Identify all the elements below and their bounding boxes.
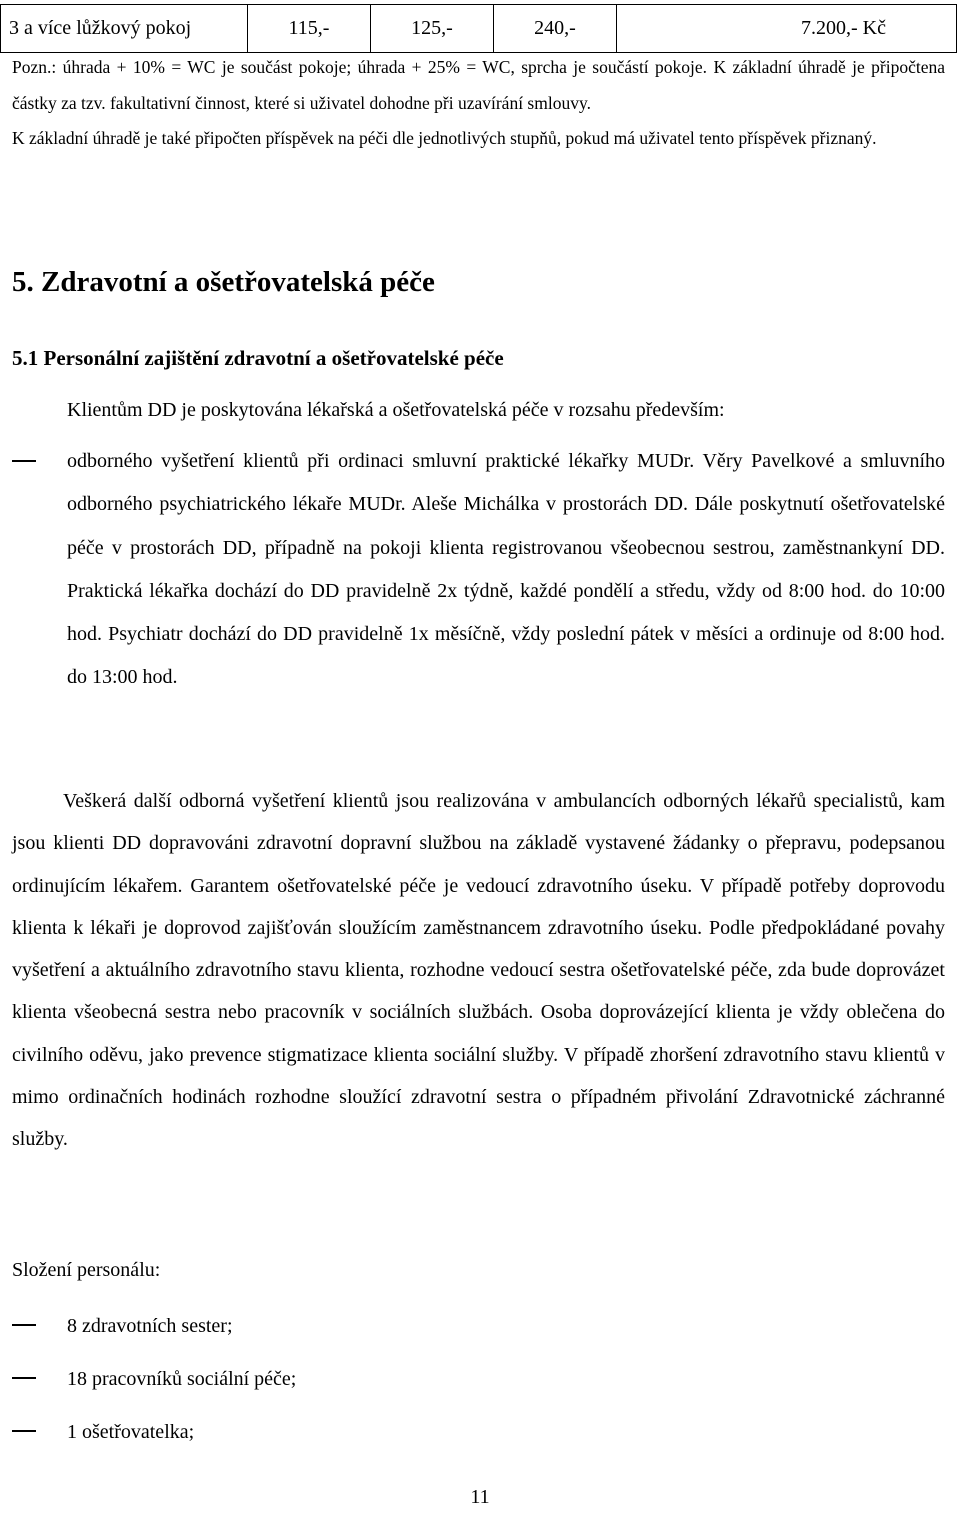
note-paragraph: Pozn.: úhrada + 10% = WC je součást pokoje; úhrada + 25% = WC, sprcha je součástí pokoje. K základní úhradě je připočtena částky za tzv. fakultativní činnost, které si uživatel dohodne při uzavírání smlouvy. xyxy=(12,57,945,113)
dash-bullet-icon xyxy=(12,460,36,462)
dash-bullet-icon xyxy=(12,1324,36,1326)
price-cell: 115,- xyxy=(248,5,371,53)
subsection-heading: 5.1 Personální zajištění zdravotní a ošetřovatelské péče xyxy=(12,346,504,370)
list-item xyxy=(12,1406,945,1459)
dash-bullet-icon xyxy=(12,1377,36,1379)
staff-list xyxy=(12,1300,945,1459)
room-type-cell: 3 a více lůžkový pokoj xyxy=(1,5,248,53)
care-list xyxy=(12,440,945,700)
price-cell: 125,- xyxy=(371,5,494,53)
staff-heading: Složení personálu: xyxy=(12,1259,161,1281)
list-item-text: 8 zdravotních sester; xyxy=(67,1315,233,1337)
list-item-text: odborného vyšetření klientů při ordinaci smluvní praktické lékařky MUDr. Věry Pavelkové a smluvního odborného psychiatrického lékaře MUDr. Aleše Michálka v prostorách DD. Dále poskytnutí ošetřovatelské péče v prostorách DD, případně na pokoji klienta registrovanou všeobecnou sestrou, zaměstnankyní DD. Praktická lékařka dochází do DD pravidelně 2x týdně, každé pondělí a středu, vždy od 8:00 hod. do 10:00 hod. Psychiatr dochází do DD pravidelně 1x měsíčně, vždy poslední pátek v měsíci a ordinuje od 8:00 hod. do 13:00 hod. xyxy=(67,450,945,689)
price-table xyxy=(0,4,957,53)
body-paragraph: Veškerá další odborná vyšetření klientů jsou realizována v ambulancích odborných lékařů specialistů, kam jsou klienti DD dopravováni zdravotní dopravní službou na základě vystavené žádanky o přepravu, podepsanou ordinujícím lékařem. Garantem ošetřovatelské péče je vedoucí zdravotního úseku. V případě potřeby doprovodu klienta k lékaři je doprovod zajišťován sloužícím zaměstnancem zdravotního úseku. Podle předpokládané povahy vyšetření a aktuálního zdravotního stavu klienta, rozhodne vedoucí sestra ošetřovatelské péče, zda bude doprovázet klienta všeobecná sestra nebo pracovník v sociálních službách. Osoba doprovázející klienta je vždy oblečena do civilního oděvu, jako prevence stigmatizace klienta sociální služby. V případě zhoršení zdravotního stavu klientů v mimo ordinačních hodinách rozhodne sloužící zdravotní sestra o případném přivolání Zdravotnické záchranné služby. xyxy=(12,790,945,1151)
pricing-note xyxy=(12,50,945,157)
list-item xyxy=(12,1353,945,1406)
list-item-text: 1 ošetřovatelka; xyxy=(67,1421,195,1443)
list-item xyxy=(12,1300,945,1353)
table-row xyxy=(1,5,957,53)
intro-text: Klientům DD je poskytována lékařská a ošetřovatelská péče v rozsahu především: xyxy=(67,399,725,421)
section-heading: 5. Zdravotní a ošetřovatelská péče xyxy=(12,266,435,298)
monthly-price-cell: 7.200,- Kč xyxy=(617,5,957,53)
price-cell: 240,- xyxy=(494,5,617,53)
list-item-text: 18 pracovníků sociální péče; xyxy=(67,1368,297,1390)
page-number: 11 xyxy=(470,1486,490,1508)
note-paragraph: K základní úhradě je také připočten příspěvek na péči dle jednotlivých stupňů, pokud má uživatel tento příspěvek přiznaný. xyxy=(12,128,877,148)
dash-bullet-icon xyxy=(12,1430,36,1432)
list-item xyxy=(12,440,945,700)
